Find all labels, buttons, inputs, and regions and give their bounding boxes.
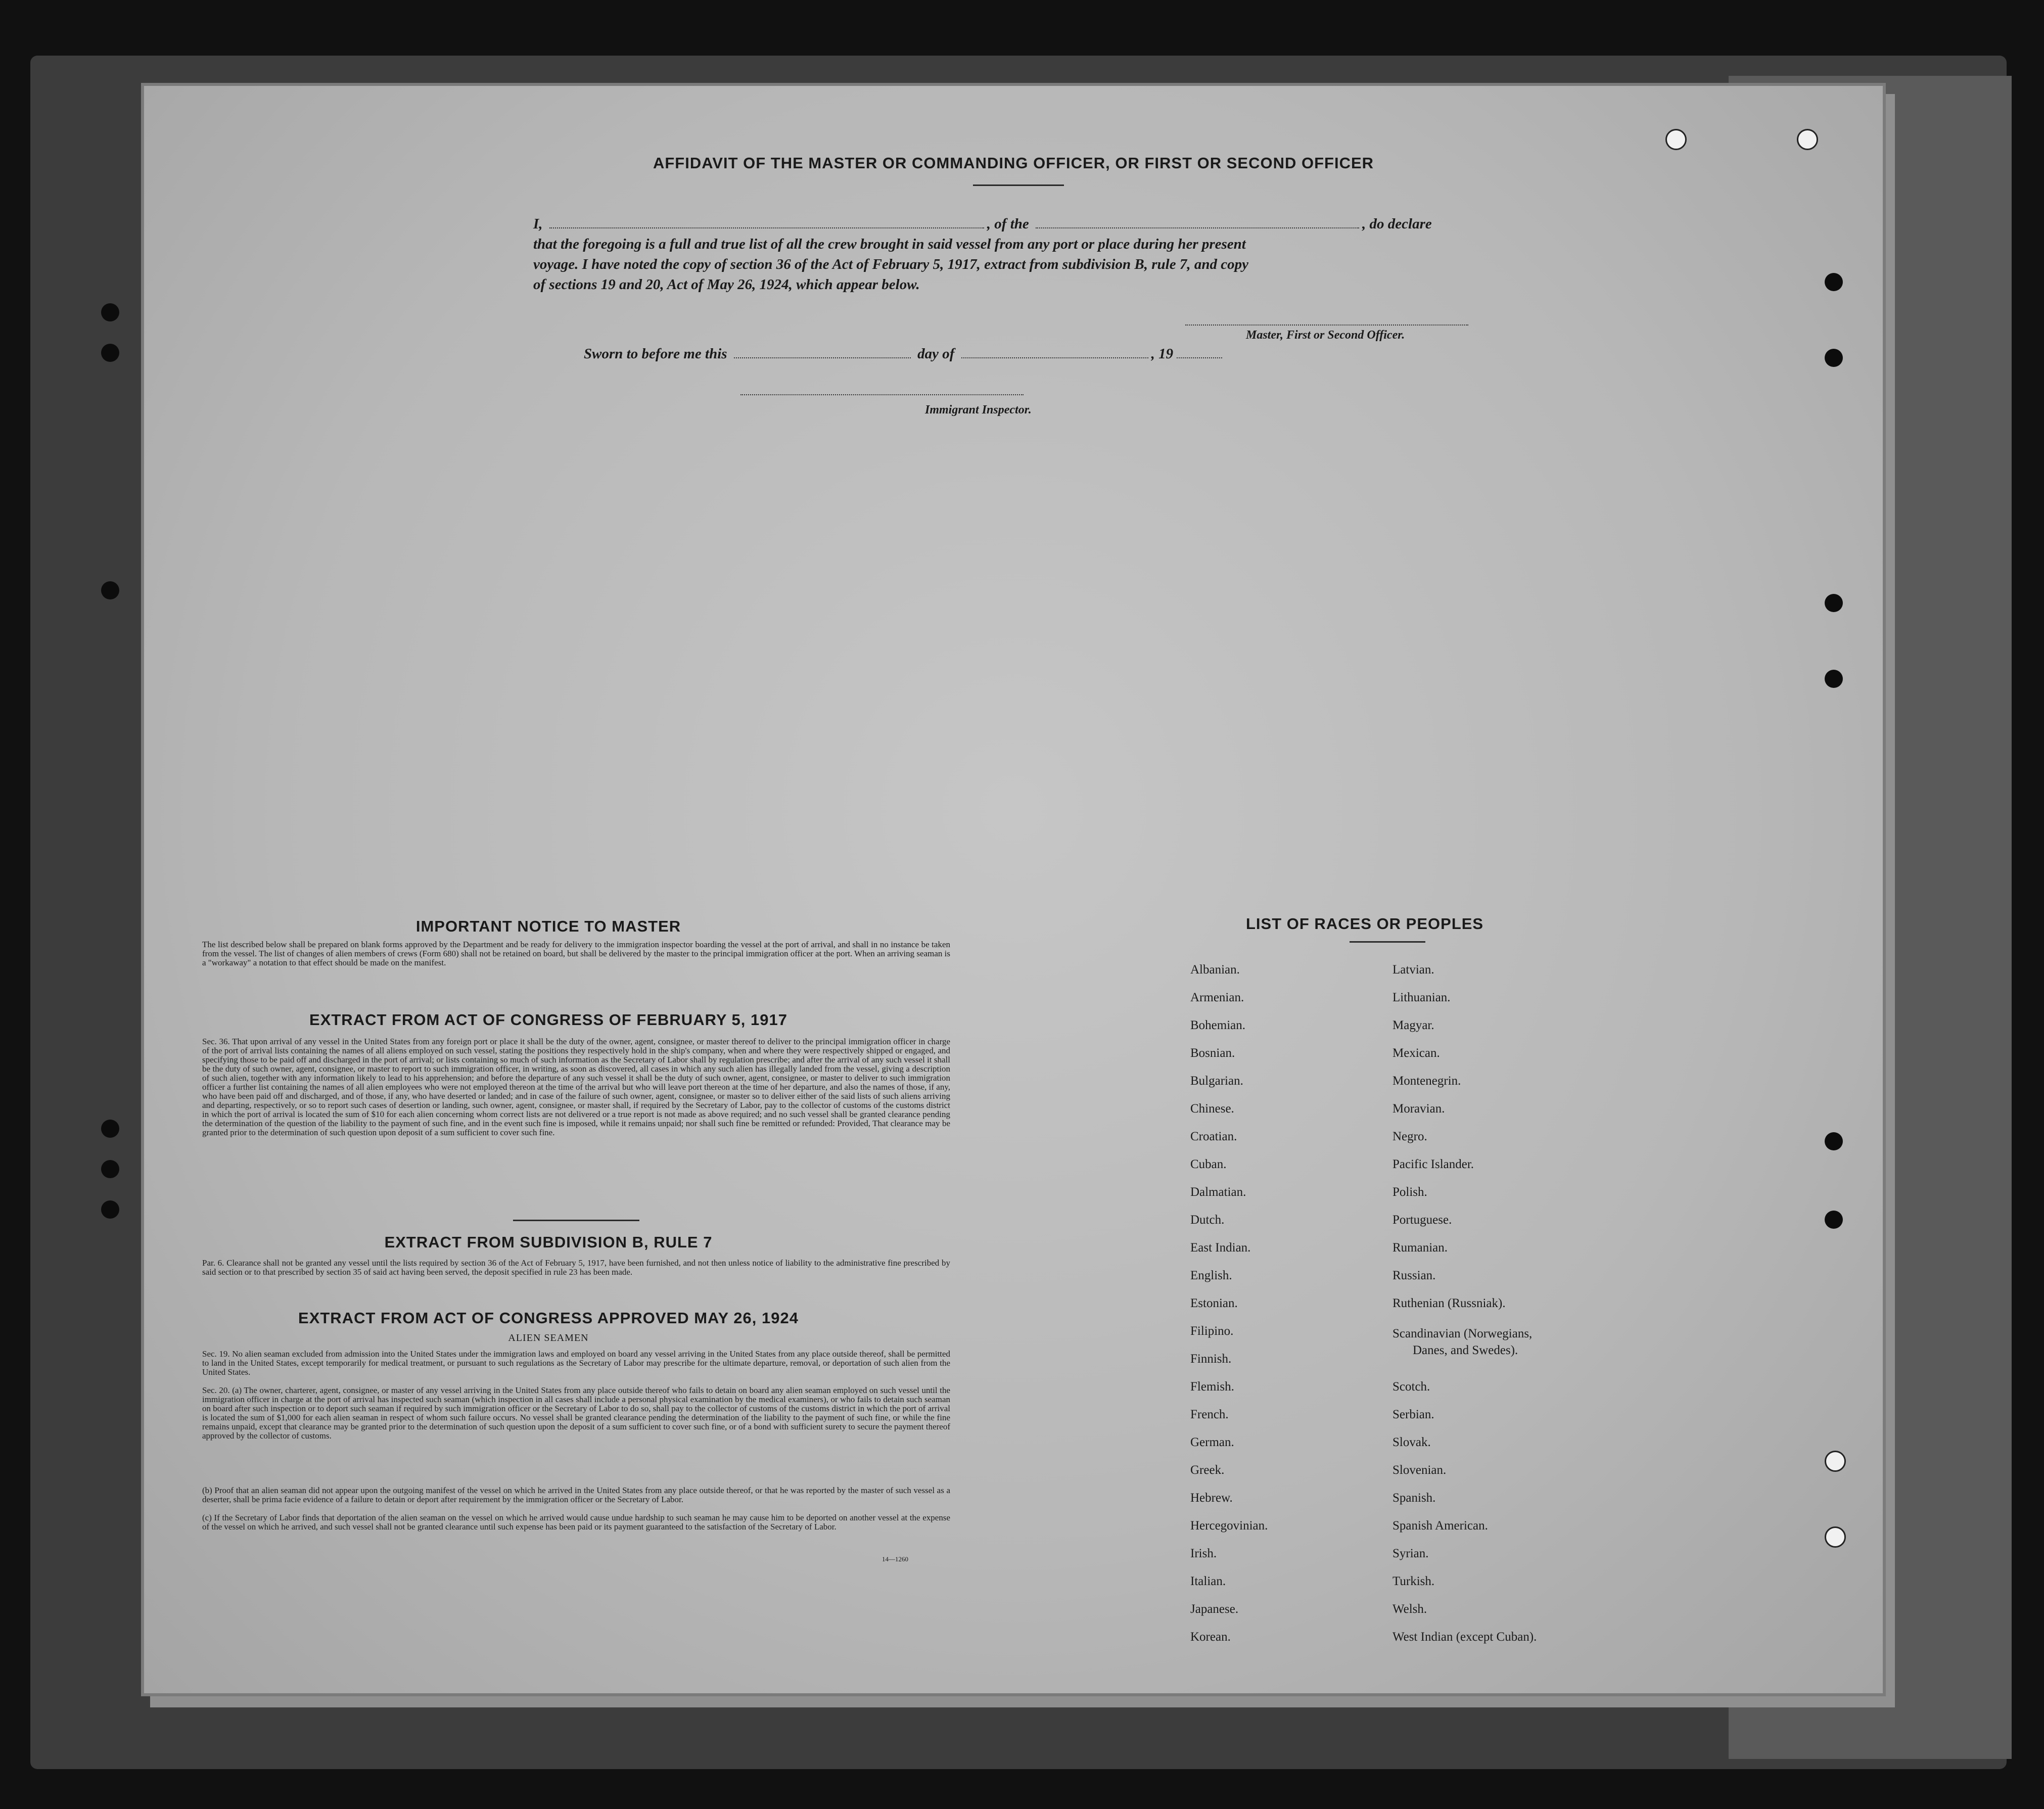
punch-hole bbox=[1825, 273, 1843, 291]
extract-1924-sec20a: Sec. 20. (a) The owner, charterer, agent, consignee, or master of any vessel arriving in the United States from any place outside thereof who fails to detain on board any alien seaman employed on such vessel until the immigration officer in charge at the port of arrival has inspected such seaman (which inspection in all cases shall include a personal physical examination by the medical examiners), or who fails to detain such seaman on board after such inspection or to deport such seaman if required by such immigration officer or the Secretary of Labor to do so, shall pay to the collector of customs of the customs district in which the port of arrival is located the sum of $1,000 for each alien seaman in respect of whom such failure occurs. No vessel shall be granted clearance pending the determination of the liability to the payment of such fine, or while the fine remains unpaid, except that clearance may be granted prior to the determination of such question upon the deposit of a sum sufficient to cover such fine, or of a bond with sufficient surety to secure the payment thereof approved by the collector of customs. bbox=[202, 1385, 950, 1441]
punch-hole bbox=[101, 344, 119, 362]
form-page bbox=[144, 86, 1883, 1693]
races-title: LIST OF RACES OR PEOPLES bbox=[1246, 915, 1484, 933]
race-item: Italian. bbox=[1190, 1574, 1226, 1588]
affidavit-line-4: of sections 19 and 20, Act of May 26, 1924, which appear below. bbox=[533, 276, 920, 293]
punch-hole bbox=[101, 1160, 119, 1178]
extract-1924-sec20c: (c) If the Secretary of Labor finds that deportation of the alien seaman on the vessel on which he arrived would cause undue hardship to such seaman he may cause him to be deported on another vessel at the expense of the vessel on which he arrived, and such vessel shall not be granted clearance until such expense has been paid or its payment guaranteed to the satisfaction of the Secretary of Labor. bbox=[202, 1513, 950, 1532]
race-item: Spanish. bbox=[1392, 1491, 1436, 1505]
notice-title: IMPORTANT NOTICE TO MASTER bbox=[415, 917, 681, 935]
race-item: Serbian. bbox=[1392, 1408, 1434, 1421]
race-item: Portuguese. bbox=[1392, 1213, 1452, 1227]
affidavit-title: AFFIDAVIT OF THE MASTER OR COMMANDING OFFICER, OR FIRST OR SECOND OFFICER bbox=[653, 154, 1374, 172]
race-item: Pacific Islander. bbox=[1392, 1157, 1474, 1171]
race-item: Ruthenian (Russniak). bbox=[1392, 1296, 1506, 1310]
punch-hole bbox=[101, 303, 119, 321]
race-item: Bohemian. bbox=[1190, 1018, 1246, 1032]
race-item: Magyar. bbox=[1392, 1018, 1434, 1032]
race-item: Bulgarian. bbox=[1190, 1074, 1243, 1088]
extract-1917-text: Sec. 36. That upon arrival of any vessel in the United States from any foreign port or place it shall be the duty of the owner, agent, consignee, or master thereof to deliver to the principal immigration officer in charge of the port of arrival lists containing the names of all aliens employed on such vessel, stating the positions they respectively hold in the ship's company, when and where they were respectively shipped or engaged, and specifying those to be paid off and discharged in the port of arrival; or lists containing so much of such information as the Secretary of Labor shall by regulation prescribe; and after the arrival of any such vessel it shall be the duty of such owner, agent, consignee, or master to report to such immigration officer, in writing, as soon as discovered, all cases in which any such alien has illegally landed from the vessel, giving a description of such alien, together with any information likely to lead to his apprehension; and before the departure of any such vessel it shall be the duty of such owner, agent, consignee, or master to deliver to such immigration officer a further list containing the names of all alien employees who were not employed thereon at the time of the arrival but who will leave port thereon at the time of her departure, and also the names of those, if any, who have been paid off and discharged, and of those, if any, who have deserted or landed; and in case of the failure of such owner, agent, consignee, or master so to deliver either of the said lists of such aliens arriving and departing, respectively, or so to report such cases of desertion or landing, such owner, agent, consignee, or master shall, if required by the Secretary of Labor, pay to the collector of customs of the customs district in which the port of arrival is located the sum of $10 for each alien concerning whom correct lists are not delivered or a true report is not made as above required; and no such vessel shall be granted clearance pending the determination of the question of the liability to the payment of such fine, and in the event such fine is imposed, while it remains unpaid; nor shall such fine be remitted or refunded: Provided, That clearance may be granted prior to the determination of such question upon deposit of a sum sufficient to cover such fine. bbox=[202, 1037, 950, 1137]
affidavit-declare: , do declare bbox=[1362, 216, 1432, 232]
punch-hole bbox=[1825, 349, 1843, 367]
extract-1924-title: EXTRACT FROM ACT OF CONGRESS APPROVED MAY 26, 1924 bbox=[298, 1309, 799, 1327]
affidavit-title-rule bbox=[973, 184, 1064, 186]
affidavit-i: I, bbox=[533, 216, 543, 232]
punch-hole bbox=[1797, 129, 1818, 150]
race-item: English. bbox=[1190, 1269, 1232, 1282]
race-item: Hebrew. bbox=[1190, 1491, 1233, 1505]
extract-1917-title: EXTRACT FROM ACT OF CONGRESS OF FEBRUARY 5, 1917 bbox=[309, 1011, 787, 1029]
race-item: Montenegrin. bbox=[1392, 1074, 1461, 1088]
affidavit-name-blank[interactable] bbox=[549, 227, 984, 228]
race-item: French. bbox=[1190, 1408, 1229, 1421]
punch-hole bbox=[1825, 1451, 1846, 1472]
inspector-signature-label: Immigrant Inspector. bbox=[925, 403, 1032, 416]
race-item: Estonian. bbox=[1190, 1296, 1238, 1310]
race-item: Spanish American. bbox=[1392, 1519, 1488, 1533]
punch-hole bbox=[1825, 1526, 1846, 1548]
race-item: Negro. bbox=[1392, 1130, 1427, 1143]
extract-1924-subtitle: ALIEN SEAMEN bbox=[508, 1332, 589, 1343]
year-label: , 19 bbox=[1151, 346, 1174, 362]
race-item: Korean. bbox=[1190, 1630, 1231, 1644]
sworn-day-blank[interactable] bbox=[734, 357, 911, 358]
master-signature-label: Master, First or Second Officer. bbox=[1246, 329, 1405, 342]
race-item: Mexican. bbox=[1392, 1046, 1440, 1060]
race-item: Filipino. bbox=[1190, 1324, 1234, 1338]
race-item: Hercegovinian. bbox=[1190, 1519, 1268, 1533]
race-item: Turkish. bbox=[1392, 1574, 1435, 1588]
race-item: Flemish. bbox=[1190, 1380, 1234, 1394]
form-number: 14—1260 bbox=[882, 1555, 908, 1563]
race-item: Latvian. bbox=[1392, 963, 1434, 977]
race-item: Albanian. bbox=[1190, 963, 1240, 977]
affidavit-vessel-blank[interactable] bbox=[1036, 227, 1359, 228]
sworn-month-blank[interactable] bbox=[961, 357, 1148, 358]
race-item: Scotch. bbox=[1392, 1380, 1430, 1394]
punch-hole bbox=[101, 1200, 119, 1219]
race-item: Irish. bbox=[1190, 1547, 1217, 1560]
notice-text: The list described below shall be prepared on blank forms approved by the Department and be ready for delivery to the immigration inspector boarding the vessel at the port of arrival, and shall in no instance be taken from the vessel. The list of changes of alien members of crews (Form 680) shall not be retained on board, but shall be delivered by the master to the principal immigration officer at the port. When an arriving seaman is a "workaway" a notation to that effect should be made on the manifest. bbox=[202, 940, 950, 967]
race-item: Dalmatian. bbox=[1190, 1185, 1246, 1199]
extract-1924-sec20b: (b) Proof that an alien seaman did not appear upon the outgoing manifest of the vessel on which he arrived in the United States from any place outside thereof, or that he was reported by the master of such vessel as a deserter, shall be prima facie evidence of a failure to detain or deport after requirement by the immigration officer or the Secretary of Labor. bbox=[202, 1486, 950, 1504]
inspector-signature-line[interactable] bbox=[740, 394, 1024, 395]
race-item: Danes, and Swedes). bbox=[1413, 1343, 1518, 1357]
race-item: Armenian. bbox=[1190, 991, 1244, 1004]
race-item: West Indian (except Cuban). bbox=[1392, 1630, 1537, 1644]
affidavit-line-2: that the foregoing is a full and true list of all the crew brought in said vessel from any port or place during her present bbox=[533, 236, 1246, 252]
race-item: Slovak. bbox=[1392, 1435, 1431, 1449]
affidavit-of-the: , of the bbox=[987, 216, 1029, 232]
race-item: German. bbox=[1190, 1435, 1234, 1449]
race-item: Greek. bbox=[1190, 1463, 1225, 1477]
race-item: Welsh. bbox=[1392, 1602, 1427, 1616]
affidavit-line-3: voyage. I have noted the copy of section 36 of the Act of February 5, 1917, extract from subdivision B, rule 7, and copy bbox=[533, 256, 1248, 272]
race-item: East Indian. bbox=[1190, 1241, 1251, 1255]
day-of-label: day of bbox=[917, 346, 955, 362]
race-item: Lithuanian. bbox=[1392, 991, 1451, 1004]
sworn-year-blank[interactable] bbox=[1177, 357, 1222, 358]
race-item: Scandinavian (Norwegians, bbox=[1392, 1327, 1532, 1340]
punch-hole bbox=[1825, 594, 1843, 612]
punch-hole bbox=[101, 1120, 119, 1138]
race-item: Syrian. bbox=[1392, 1547, 1429, 1560]
sworn-label: Sworn to before me this bbox=[584, 346, 727, 362]
race-item: Russian. bbox=[1392, 1269, 1436, 1282]
races-title-rule bbox=[1350, 941, 1425, 943]
punch-hole bbox=[1825, 670, 1843, 688]
race-item: Cuban. bbox=[1190, 1157, 1227, 1171]
punch-hole bbox=[1825, 1211, 1843, 1229]
extract-1917-rule bbox=[513, 1220, 639, 1221]
race-item: Dutch. bbox=[1190, 1213, 1225, 1227]
punch-hole bbox=[1665, 129, 1687, 150]
race-item: Croatian. bbox=[1190, 1130, 1237, 1143]
punch-hole bbox=[1825, 1132, 1843, 1150]
race-item: Bosnian. bbox=[1190, 1046, 1235, 1060]
master-signature-line[interactable] bbox=[1185, 324, 1468, 326]
sworn-line bbox=[584, 344, 1392, 364]
race-item: Rumanian. bbox=[1392, 1241, 1448, 1255]
race-item: Chinese. bbox=[1190, 1102, 1234, 1116]
race-item: Slovenian. bbox=[1392, 1463, 1447, 1477]
punch-hole bbox=[101, 581, 119, 599]
race-item: Japanese. bbox=[1190, 1602, 1239, 1616]
extract-1924-sec19: Sec. 19. No alien seaman excluded from admission into the United States under the immigration laws and employed on board any vessel arriving in the United States from any place outside thereof, shall be permitted to land in the United States, except temporarily for medical treatment, or pursuant to such regulations as the Secretary of Labor may prescribe for the ultimate departure, removal, or deportation of such alien from the United States. bbox=[202, 1349, 950, 1377]
race-item: Moravian. bbox=[1392, 1102, 1445, 1116]
race-item: Finnish. bbox=[1190, 1352, 1232, 1366]
rule7-text: Par. 6. Clearance shall not be granted any vessel until the lists required by section 36 of the Act of February 5, 1917, have been furnished, and not then unless notice of liability to the administrative fine prescribed by said section or to that prescribed by section 35 of said act having been served, the deposit specified in rule 23 has been made. bbox=[202, 1258, 950, 1277]
affidavit-line-1 bbox=[533, 214, 1635, 234]
rule7-title: EXTRACT FROM SUBDIVISION B, RULE 7 bbox=[384, 1233, 713, 1251]
race-item: Polish. bbox=[1392, 1185, 1427, 1199]
